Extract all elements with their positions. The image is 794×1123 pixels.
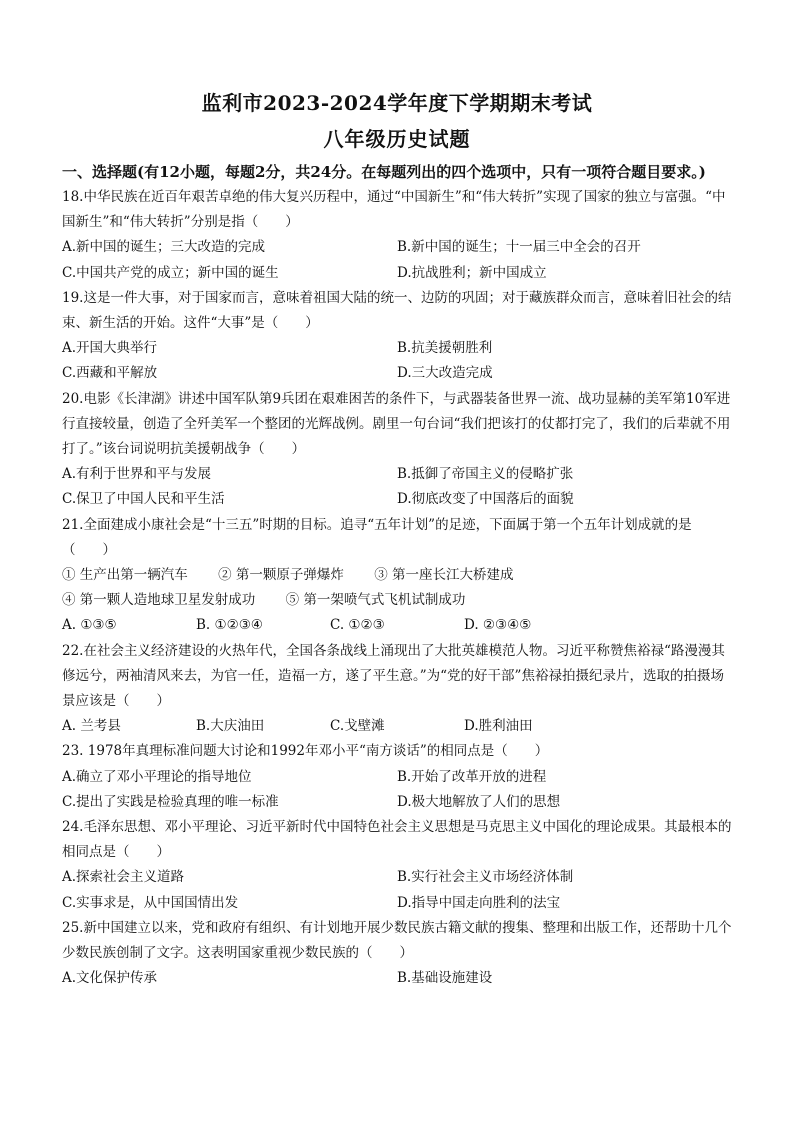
- exam-title: 监利市2023-2024学年度下学期期末考试: [201, 91, 593, 115]
- option-list: [62, 235, 732, 285]
- question-18: [62, 185, 732, 286]
- option-a: A.新中国的诞生；三大改造的完成: [62, 239, 266, 256]
- option-list: [62, 336, 732, 386]
- option-a: A.开国大典举行: [62, 340, 158, 357]
- question-stem: 21.全面建成小康社会是“十三五”时期的目标。追寻“五年计划”的足迹，下面属于第一个五年计划成就的是（ ）: [62, 516, 692, 558]
- exam-page: [62, 88, 732, 992]
- option-c: C.实事求是，从中国国情出发: [62, 894, 239, 911]
- option-b: B.新中国的诞生；十一届三中全会的召开: [397, 239, 641, 256]
- option-c: C.保卫了中国人民和平生活: [62, 491, 225, 508]
- option-list: [62, 462, 732, 512]
- item-row: [62, 563, 732, 588]
- option-c: C. ①②③: [330, 617, 385, 634]
- question-stem: 18.中华民族在近百年艰苦卓绝的伟大复兴历程中，通过“中国新生”和“伟大转折”实现了国家的独立与富强。“中国新生”和“伟大转折”分别是指（ ）: [62, 189, 726, 231]
- question-22: [62, 639, 732, 740]
- option-c: C.西藏和平解放: [62, 365, 158, 382]
- option-c: C.中国共产党的成立；新中国的诞生: [62, 264, 279, 281]
- option-b: B.抗美援朝胜利: [397, 340, 493, 357]
- option-a: A.探索社会主义道路: [62, 869, 185, 886]
- item-row: [62, 588, 732, 613]
- question-23: [62, 739, 732, 815]
- option-list: [62, 613, 732, 638]
- item-3: ③ 第一座长江大桥建成: [374, 567, 514, 584]
- option-list: [62, 865, 732, 915]
- question-20: [62, 387, 732, 513]
- option-a: A. 兰考县: [62, 718, 121, 735]
- item-5: ⑤ 第一架喷气式飞机试制成功: [285, 592, 466, 609]
- question-stem: 24.毛泽东思想、邓小平理论、习近平新时代中国特色社会主义思想是马克思主义中国化的理论成果。其最根本的相同点是（ ）: [62, 819, 732, 861]
- question-21: [62, 513, 732, 639]
- question-19: [62, 286, 732, 387]
- exam-subtitle: 八年级历史试题: [323, 127, 471, 151]
- option-d: D.抗战胜利；新中国成立: [397, 264, 547, 281]
- option-b: B.大庆油田: [196, 718, 265, 735]
- option-a: A.确立了邓小平理论的指导地位: [62, 768, 252, 785]
- option-b: B.开始了改革开放的进程: [397, 768, 547, 785]
- option-a: A.文化保护传承: [62, 970, 158, 987]
- question-stem: 20.电影《长津湖》讲述中国军队第9兵团在艰难困苦的条件下，与武器装备世界一流、战功显赫的美军第10军进行直接较量，创造了全歼美军一个整团的光辉战例。剧里一句台词“我们把该打的仗都打完了，我们的后辈就不用打了。”该台词说明抗美援朝战争（ ）: [62, 390, 731, 458]
- option-b: B.基础设施建设: [397, 970, 493, 987]
- item-4: ④ 第一颗人造地球卫星发射成功: [62, 592, 256, 609]
- numbered-items: [62, 563, 732, 613]
- option-b: B. ①②③④: [196, 617, 263, 634]
- question-stem: 22.在社会主义经济建设的火热年代，全国各条战线上涌现出了大批英雄模范人物。习近平称赞焦裕禄“路漫漫其修远兮，两袖清风来去，为官一任，造福一方，遂了平生意。”为“党的好干部”焦裕禄拍摄纪录片，选取的拍摄场景应该是（ ）: [62, 642, 725, 710]
- option-a: A.有利于世界和平与发展: [62, 466, 212, 483]
- question-stem: 25.新中国建立以来，党和政府有组织、有计划地开展少数民族古籍文献的搜集、整理和出版工作，还帮助十几个少数民族创制了文字。这表明国家重视少数民族的（ ）: [62, 919, 732, 962]
- question-24: [62, 815, 732, 916]
- option-d: D.胜利油田: [464, 718, 533, 735]
- option-d: D.彻底改变了中国落后的面貌: [397, 491, 574, 508]
- question-25: [62, 916, 732, 992]
- option-list: [62, 765, 732, 815]
- option-list: [62, 966, 732, 991]
- item-1: ① 生产出第一辆汽车: [62, 567, 188, 584]
- option-b: B.抵御了帝国主义的侵略扩张: [397, 466, 574, 483]
- option-d: D.三大改造完成: [397, 365, 493, 382]
- option-c: C.戈壁滩: [330, 718, 385, 735]
- section-heading: 一、选择题(有12小题，每题2分，共24分。在每题列出的四个选项中，只有一项符合题目要求。): [62, 163, 706, 181]
- option-list: [62, 714, 732, 739]
- option-b: B.实行社会主义市场经济体制: [397, 869, 574, 886]
- option-d: D.极大地解放了人们的思想: [397, 793, 561, 810]
- option-a: A. ①③⑤: [62, 617, 117, 634]
- option-c: C.提出了实践是检验真理的唯一标准: [62, 793, 279, 810]
- question-stem: 19.这是一件大事，对于国家而言，意味着祖国大陆的统一、边防的巩固；对于藏族群众而言，意味着旧社会的结束、新生活的开始。这件“大事”是（ ）: [62, 289, 732, 332]
- item-2: ② 第一颗原子弹爆炸: [218, 567, 344, 584]
- option-d: D.指导中国走向胜利的法宝: [397, 894, 561, 911]
- option-d: D. ②③④⑤: [464, 617, 532, 634]
- question-stem: 23. 1978年真理标准问题大讨论和1992年邓小平“南方谈话”的相同点是（ ）: [62, 743, 549, 760]
